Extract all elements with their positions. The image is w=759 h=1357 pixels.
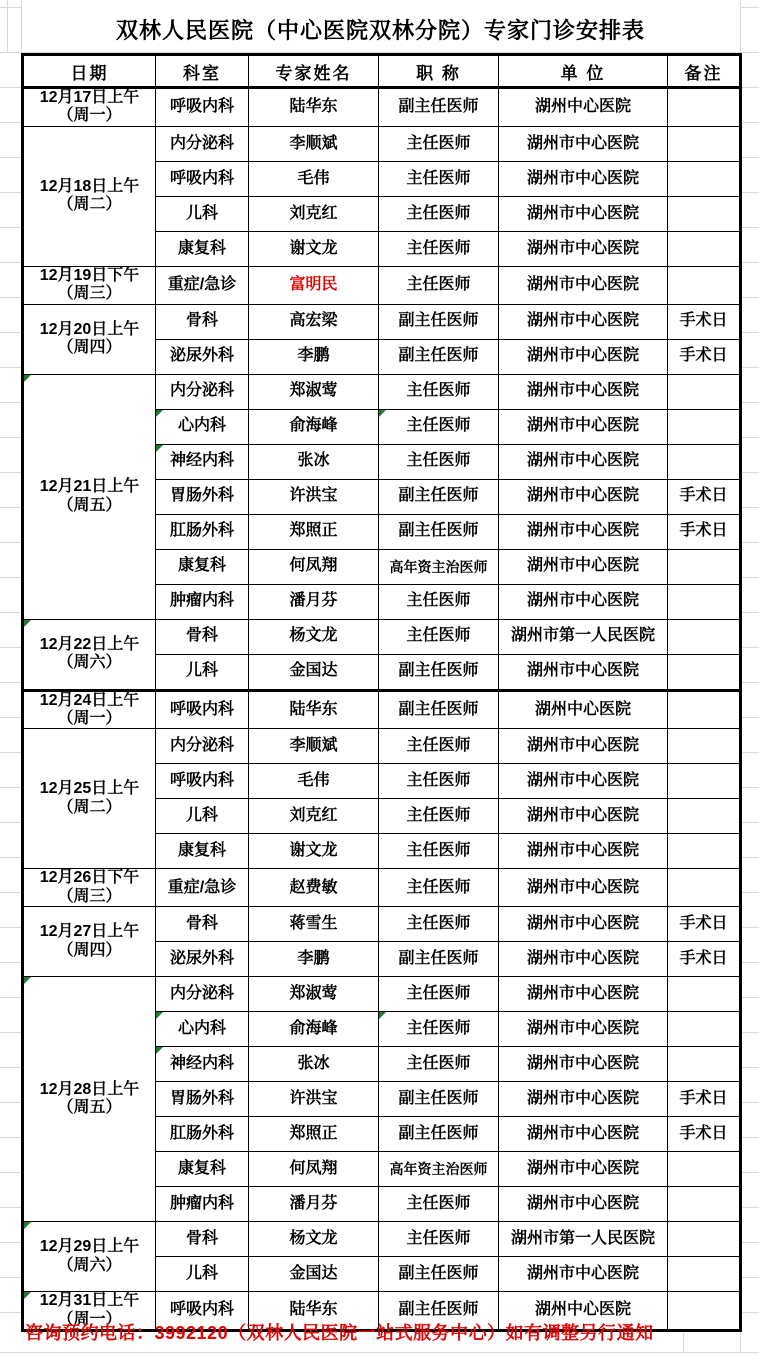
job-title-cell: 主任医师 (379, 126, 499, 161)
gridline (7, 0, 8, 53)
name-cell: 金国达 (249, 1257, 379, 1292)
note-cell (668, 799, 741, 834)
job-title-cell: 高年资主治医师 (379, 1152, 499, 1187)
note-cell (668, 690, 741, 729)
note-cell (668, 126, 741, 161)
table-row (23, 690, 741, 729)
name-cell: 金国达 (249, 654, 379, 690)
column-header-organization: 单 位 (499, 55, 668, 88)
schedule-table-body (23, 88, 741, 1331)
left-margin-gridlines (0, 53, 21, 1314)
name-cell: 许洪宝 (249, 479, 379, 514)
name-cell: 刘克红 (249, 196, 379, 231)
date-cell: 12月28日上午 （周五） (23, 977, 156, 1222)
org-cell: 湖州市第一人民医院 (499, 619, 668, 654)
org-cell: 湖州市中心医院 (499, 126, 668, 161)
job-title-cell: 主任医师 (379, 231, 499, 266)
org-cell: 湖州市中心医院 (499, 799, 668, 834)
dept-cell: 呼吸内科 (156, 88, 249, 127)
name-cell: 李顺斌 (249, 126, 379, 161)
org-cell: 湖州市中心医院 (499, 764, 668, 799)
name-cell: 毛伟 (249, 161, 379, 196)
date-cell: 12月19日下午 （周三） (23, 266, 156, 304)
column-header-job-title: 职 称 (379, 55, 499, 88)
note-cell (668, 584, 741, 619)
org-cell: 湖州市中心医院 (499, 907, 668, 942)
job-title-cell: 主任医师 (379, 266, 499, 304)
job-title-cell: 主任医师 (379, 619, 499, 654)
note-cell: 手术日 (668, 907, 741, 942)
dept-cell: 重症/急诊 (156, 266, 249, 304)
dept-cell: 康复科 (156, 1152, 249, 1187)
dept-cell: 泌尿外科 (156, 942, 249, 977)
org-cell: 湖州市中心医院 (499, 729, 668, 764)
org-cell: 湖州市中心医院 (499, 549, 668, 584)
dept-cell: 内分泌科 (156, 977, 249, 1012)
note-cell (668, 444, 741, 479)
org-cell: 湖州市中心医院 (499, 977, 668, 1012)
job-title-cell: 主任医师 (379, 764, 499, 799)
dept-cell: 呼吸内科 (156, 1292, 249, 1331)
dept-cell: 骨科 (156, 619, 249, 654)
name-cell: 谢文龙 (249, 834, 379, 869)
note-cell (668, 729, 741, 764)
table-row (23, 88, 741, 127)
org-cell: 湖州市中心医院 (499, 1152, 668, 1187)
org-cell: 湖州市中心医院 (499, 339, 668, 374)
job-title-cell: 主任医师 (379, 834, 499, 869)
org-cell: 湖州市中心医院 (499, 1117, 668, 1152)
name-cell: 许洪宝 (249, 1082, 379, 1117)
job-title-cell: 副主任医师 (379, 654, 499, 690)
error-indicator-icon (379, 1012, 386, 1019)
dept-cell: 心内科 (156, 1012, 249, 1047)
note-cell (668, 1292, 741, 1331)
note-cell (668, 1187, 741, 1222)
note-cell (668, 977, 741, 1012)
org-cell: 湖州市中心医院 (499, 374, 668, 409)
note-cell (668, 834, 741, 869)
gridline (0, 7, 21, 8)
job-title-cell: 副主任医师 (379, 1292, 499, 1331)
table-row (23, 977, 741, 1012)
job-title-cell: 副主任医师 (379, 1257, 499, 1292)
job-title-cell: 副主任医师 (379, 304, 499, 339)
table-row (23, 126, 741, 161)
note-cell (668, 409, 741, 444)
name-cell: 杨文龙 (249, 619, 379, 654)
name-cell: 高宏梁 (249, 304, 379, 339)
dept-cell: 儿科 (156, 196, 249, 231)
name-cell: 李顺斌 (249, 729, 379, 764)
name-cell: 何凤翔 (249, 549, 379, 584)
name-cell: 陆华东 (249, 690, 379, 729)
job-title-cell: 主任医师 (379, 161, 499, 196)
job-title-cell: 高年资主治医师 (379, 549, 499, 584)
column-header-remark: 备注 (668, 55, 741, 88)
name-cell: 赵费敏 (249, 869, 379, 907)
date-cell: 12月25日上午 （周二） (23, 729, 156, 869)
name-cell: 俞海峰 (249, 409, 379, 444)
job-title-cell: 主任医师 (379, 1012, 499, 1047)
gridline (740, 0, 741, 53)
job-title-cell: 主任医师 (379, 1047, 499, 1082)
note-cell (668, 196, 741, 231)
column-header-expert-name: 专家姓名 (249, 55, 379, 88)
job-title-cell: 副主任医师 (379, 479, 499, 514)
date-cell: 12月27日上午 （周四） (23, 907, 156, 977)
dept-cell: 呼吸内科 (156, 690, 249, 729)
date-cell: 12月20日上午 （周四） (23, 304, 156, 374)
error-indicator-icon (156, 445, 163, 452)
job-title-cell: 主任医师 (379, 869, 499, 907)
note-cell (668, 1047, 741, 1082)
error-indicator-icon (24, 977, 31, 984)
note-cell (668, 1152, 741, 1187)
job-title-cell: 副主任医师 (379, 339, 499, 374)
note-cell: 手术日 (668, 339, 741, 374)
job-title-cell: 主任医师 (379, 374, 499, 409)
error-indicator-icon (24, 1292, 31, 1299)
name-cell: 蒋雪生 (249, 907, 379, 942)
header-row (23, 55, 741, 88)
name-cell: 富明民 (249, 266, 379, 304)
dept-cell: 胃肠外科 (156, 1082, 249, 1117)
note-cell: 手术日 (668, 304, 741, 339)
job-title-cell: 副主任医师 (379, 690, 499, 729)
dept-cell: 肛肠外科 (156, 1117, 249, 1152)
note-cell (668, 88, 741, 127)
job-title-cell: 主任医师 (379, 729, 499, 764)
org-cell: 湖州市中心医院 (499, 1257, 668, 1292)
error-indicator-icon (24, 1222, 31, 1229)
job-title-cell: 副主任医师 (379, 514, 499, 549)
name-cell: 郑照正 (249, 514, 379, 549)
name-cell: 潘月芬 (249, 1187, 379, 1222)
org-cell: 湖州市中心医院 (499, 1187, 668, 1222)
dept-cell: 骨科 (156, 907, 249, 942)
org-cell: 湖州市中心医院 (499, 231, 668, 266)
table-row (23, 907, 741, 942)
note-cell (668, 654, 741, 690)
table-row (23, 304, 741, 339)
error-indicator-icon (379, 410, 386, 417)
org-cell: 湖州市中心医院 (499, 409, 668, 444)
name-cell: 郑淑莺 (249, 374, 379, 409)
note-cell: 手术日 (668, 514, 741, 549)
date-cell: 12月21日上午 （周五） (23, 374, 156, 619)
name-cell: 郑淑莺 (249, 977, 379, 1012)
note-cell (668, 1257, 741, 1292)
name-cell: 李鹏 (249, 942, 379, 977)
note-cell (668, 764, 741, 799)
note-cell: 手术日 (668, 479, 741, 514)
column-header-date: 日期 (23, 55, 156, 88)
dept-cell: 肿瘤内科 (156, 1187, 249, 1222)
org-cell: 湖州市中心医院 (499, 444, 668, 479)
dept-cell: 骨科 (156, 304, 249, 339)
note-cell (668, 266, 741, 304)
note-cell (668, 549, 741, 584)
dept-cell: 儿科 (156, 1257, 249, 1292)
name-cell: 张冰 (249, 444, 379, 479)
org-cell: 湖州市中心医院 (499, 1012, 668, 1047)
job-title-cell: 主任医师 (379, 977, 499, 1012)
job-title-cell: 副主任医师 (379, 1082, 499, 1117)
org-cell: 湖州市中心医院 (499, 584, 668, 619)
dept-cell: 儿科 (156, 799, 249, 834)
error-indicator-icon (24, 620, 31, 627)
dept-cell: 呼吸内科 (156, 161, 249, 196)
job-title-cell: 主任医师 (379, 196, 499, 231)
name-cell: 郑照正 (249, 1117, 379, 1152)
dept-cell: 胃肠外科 (156, 479, 249, 514)
name-cell: 谢文龙 (249, 231, 379, 266)
dept-cell: 内分泌科 (156, 729, 249, 764)
name-cell: 李鹏 (249, 339, 379, 374)
org-cell: 湖州市中心医院 (499, 1082, 668, 1117)
org-cell: 湖州中心医院 (499, 88, 668, 127)
dept-cell: 骨科 (156, 1222, 249, 1257)
org-cell: 湖州中心医院 (499, 1292, 668, 1331)
date-cell: 12月29日上午 （周六） (23, 1222, 156, 1292)
job-title-cell: 副主任医师 (379, 88, 499, 127)
note-cell (668, 869, 741, 907)
note-cell (668, 1012, 741, 1047)
dept-cell: 肿瘤内科 (156, 584, 249, 619)
note-cell (668, 619, 741, 654)
dept-cell: 呼吸内科 (156, 764, 249, 799)
job-title-cell: 主任医师 (379, 799, 499, 834)
date-cell: 12月17日上午 （周一） (23, 88, 156, 127)
org-cell: 湖州市中心医院 (499, 304, 668, 339)
right-margin-gridlines (741, 53, 759, 1314)
table-row (23, 374, 741, 409)
name-cell: 毛伟 (249, 764, 379, 799)
footer-note: 咨询预约电话：3992120（双林人民医院一站式服务中心）如有调整另行通知 (25, 1323, 654, 1343)
job-title-cell: 主任医师 (379, 584, 499, 619)
dept-cell: 儿科 (156, 654, 249, 690)
org-cell: 湖州市第一人民医院 (499, 1222, 668, 1257)
date-cell: 12月22日上午 （周六） (23, 619, 156, 690)
note-cell: 手术日 (668, 942, 741, 977)
table-row (23, 619, 741, 654)
dept-cell: 康复科 (156, 834, 249, 869)
date-cell: 12月24日上午 （周一） (23, 690, 156, 729)
dept-cell: 康复科 (156, 231, 249, 266)
dept-cell: 泌尿外科 (156, 339, 249, 374)
dept-cell: 康复科 (156, 549, 249, 584)
org-cell: 湖州市中心医院 (499, 514, 668, 549)
error-indicator-icon (24, 375, 31, 382)
error-indicator-icon (156, 1047, 163, 1054)
column-header-department: 科室 (156, 55, 249, 88)
org-cell: 湖州市中心医院 (499, 654, 668, 690)
gridline (0, 1352, 759, 1353)
date-cell: 12月18日上午 （周二） (23, 126, 156, 266)
job-title-cell: 主任医师 (379, 444, 499, 479)
name-cell: 何凤翔 (249, 1152, 379, 1187)
name-cell: 陆华东 (249, 88, 379, 127)
table-row (23, 869, 741, 907)
org-cell: 湖州市中心医院 (499, 196, 668, 231)
job-title-cell: 主任医师 (379, 907, 499, 942)
org-cell: 湖州市中心医院 (499, 869, 668, 907)
name-cell: 俞海峰 (249, 1012, 379, 1047)
error-indicator-icon (156, 410, 163, 417)
org-cell: 湖州市中心医院 (499, 479, 668, 514)
org-cell: 湖州市中心医院 (499, 161, 668, 196)
note-cell (668, 231, 741, 266)
dept-cell: 肛肠外科 (156, 514, 249, 549)
page-title: 双林人民医院（中心医院双林分院）专家门诊安排表 (115, 17, 645, 43)
job-title-cell: 副主任医师 (379, 942, 499, 977)
org-cell: 湖州市中心医院 (499, 942, 668, 977)
note-cell (668, 374, 741, 409)
note-cell: 手术日 (668, 1117, 741, 1152)
name-cell: 杨文龙 (249, 1222, 379, 1257)
name-cell: 刘克红 (249, 799, 379, 834)
org-cell: 湖州市中心医院 (499, 266, 668, 304)
job-title-cell: 副主任医师 (379, 1117, 499, 1152)
dept-cell: 神经内科 (156, 444, 249, 479)
org-cell: 湖州市中心医院 (499, 834, 668, 869)
error-indicator-icon (156, 1012, 163, 1019)
gridline (741, 7, 759, 8)
dept-cell: 神经内科 (156, 1047, 249, 1082)
name-cell: 潘月芬 (249, 584, 379, 619)
dept-cell: 重症/急诊 (156, 869, 249, 907)
schedule-table (21, 53, 742, 1332)
note-cell (668, 1222, 741, 1257)
org-cell: 湖州中心医院 (499, 690, 668, 729)
dept-cell: 内分泌科 (156, 126, 249, 161)
org-cell: 湖州市中心医院 (499, 1047, 668, 1082)
table-row (23, 266, 741, 304)
name-cell: 张冰 (249, 1047, 379, 1082)
job-title-cell: 主任医师 (379, 1222, 499, 1257)
job-title-cell: 主任医师 (379, 409, 499, 444)
table-row (23, 729, 741, 764)
dept-cell: 心内科 (156, 409, 249, 444)
job-title-cell: 主任医师 (379, 1187, 499, 1222)
table-row (23, 1222, 741, 1257)
name-cell: 陆华东 (249, 1292, 379, 1331)
date-cell: 12月26日下午 （周三） (23, 869, 156, 907)
note-cell (668, 161, 741, 196)
note-cell: 手术日 (668, 1082, 741, 1117)
date-cell: 12月31日上午 （周一） (23, 1292, 156, 1331)
dept-cell: 内分泌科 (156, 374, 249, 409)
